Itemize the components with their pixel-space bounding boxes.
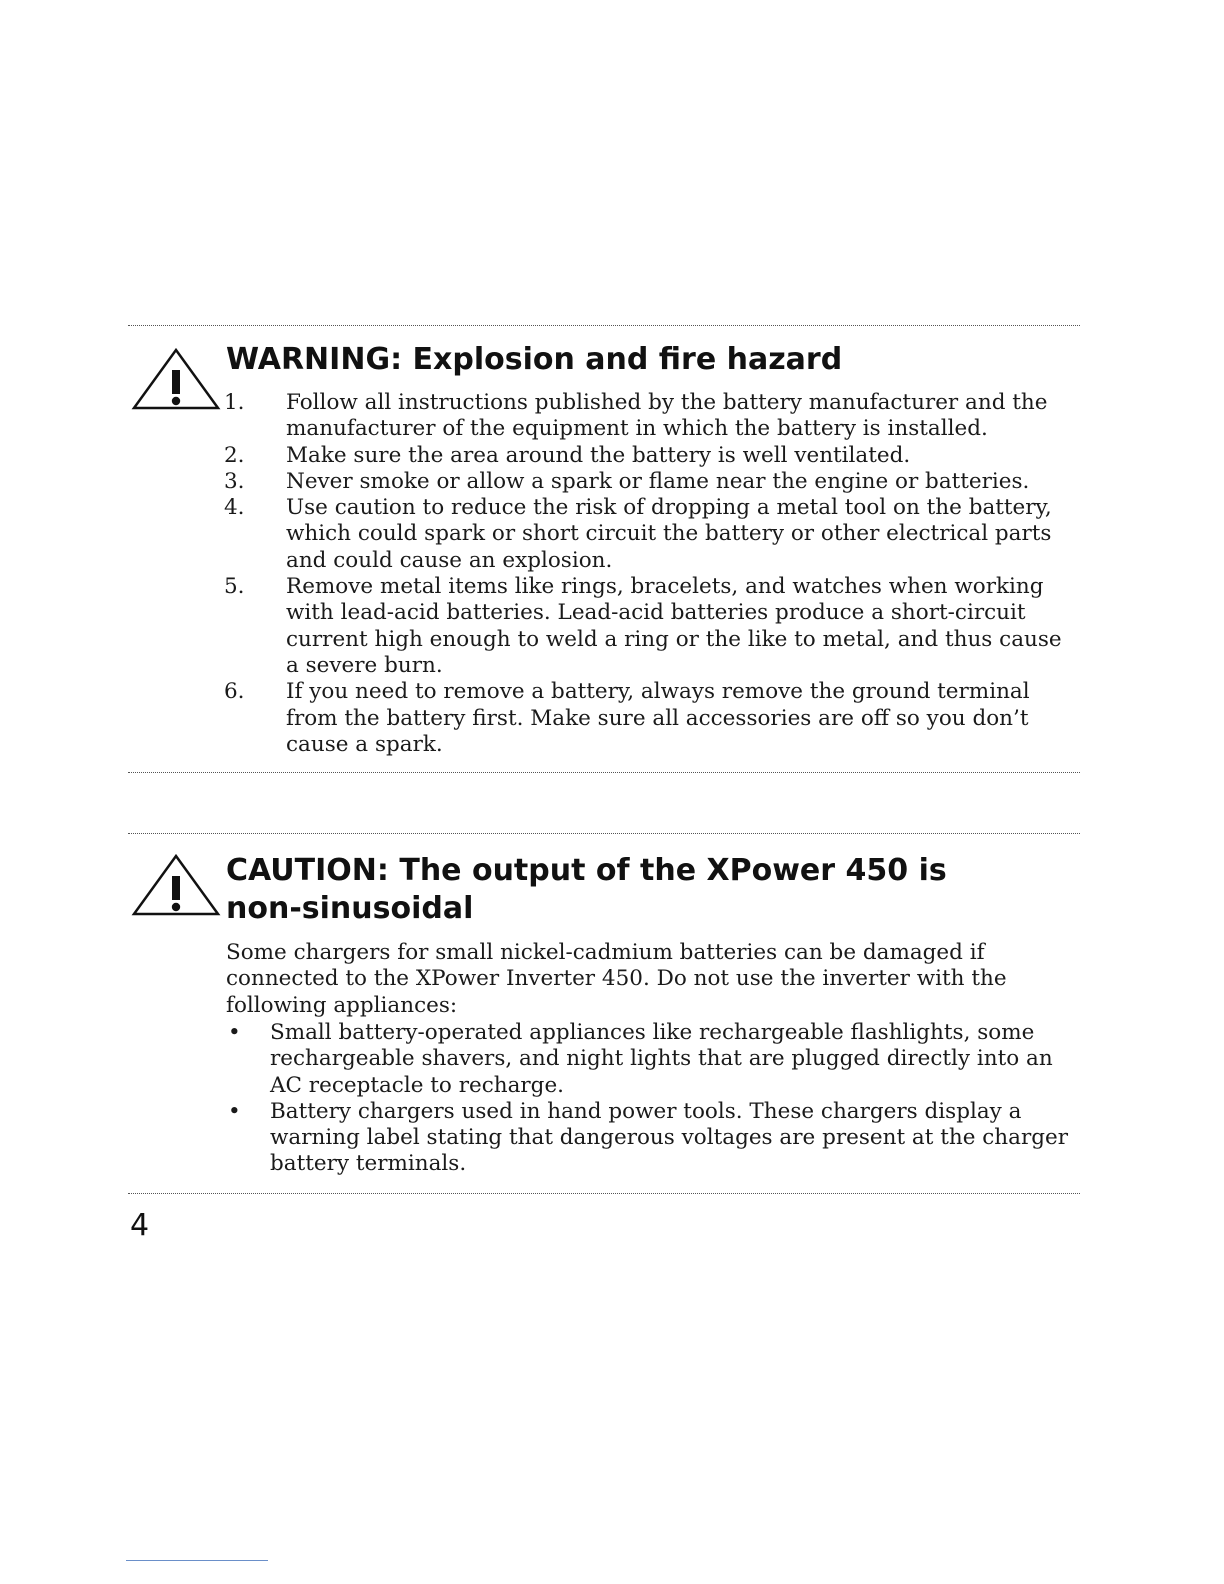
caution-bottom-rule [128,1193,1080,1194]
item-text: Make sure the area around the battery is well ventilated. [286,442,911,468]
list-item [220,574,1080,679]
list-item [220,495,1080,574]
item-number: 6. [224,679,245,705]
caution-bullet-list [226,1020,1076,1178]
warning-top-rule [128,325,1080,326]
caution-heading: CAUTION: The output of the XPower 450 is non-sinusoidal [226,853,947,926]
list-item [220,469,1080,495]
warning-bottom-rule [128,772,1080,773]
item-number: 1. [224,390,245,415]
list-item [220,390,1080,443]
caution-top-rule [128,833,1080,834]
warning-list [220,390,1080,758]
warning-heading: WARNING: Explosion and fire hazard [226,342,843,377]
item-text: Use caution to reduce the risk of dropping a metal tool on the battery, which could spark or short circuit the battery or other electrical parts and could cause an explosion. [286,495,1052,573]
item-number: 3. [224,468,245,494]
footer-rule [126,1560,268,1561]
item-text: If you need to remove a battery, always remove the ground terminal from the battery first. Make sure all accessories are off so you don’t cause a spark. [286,679,1030,757]
bullet-mark: • [228,1098,241,1124]
item-text: Follow all instructions published by the battery manufacturer and the manufacturer of the equipment in which the battery is installed. [286,390,1048,442]
bullet-text: Battery chargers used in hand power tools. These chargers display a warning label stating that dangerous voltages are present at the charger battery terminals. [270,1098,1068,1177]
item-text: Never smoke or allow a spark or flame near the engine or batteries. [286,468,1030,494]
item-number: 5. [224,574,245,600]
item-text: Remove metal items like rings, bracelets, and watches when working with lead-acid batteries. Lead-acid batteries produce a short-circuit current high enough to weld a ring or the like to metal, and thus cause a severe burn. [286,574,1062,678]
list-item [220,679,1080,758]
item-number: 2. [224,442,245,468]
list-item [220,443,1080,469]
caution-triangle-icon [130,852,222,918]
list-item [226,1020,1076,1099]
bullet-text: Small battery-operated appliances like rechargeable flashlights, some rechargeable shavers, and night lights that are plugged directly into an AC receptacle to recharge. [270,1020,1053,1098]
page-number: 4 [130,1208,150,1243]
bullet-mark: • [228,1020,241,1045]
caution-intro: Some chargers for small nickel-cadmium batteries can be damaged if connected to the XPower Inverter 450. Do not use the inverter with the following appliances: [226,940,1007,1018]
item-number: 4. [224,495,245,521]
warning-triangle-icon [130,346,222,412]
list-item [226,1099,1076,1178]
